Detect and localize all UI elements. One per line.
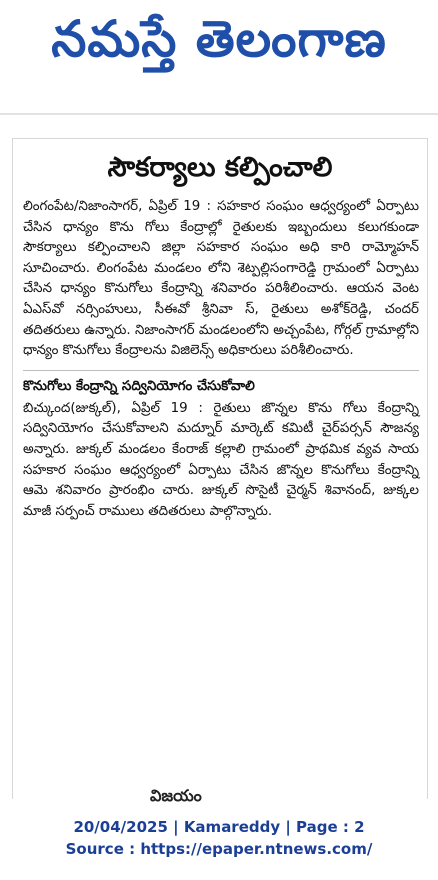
article-body	[23, 197, 419, 522]
masthead-divider	[0, 113, 438, 115]
footer	[0, 816, 438, 860]
footer-date-line: 20/04/2025 | Kamareddy | Page : 2	[73, 818, 365, 836]
article-subheading: కొనుగోలు కేంద్రాన్ని సద్వినియోగం చేసుకోవాలి	[23, 370, 419, 397]
article-paragraph: బిచ్కుంద(జుక్కల్), ఏప్రిల్ 19 : రైతులు జొన్నల కొను గోలు కేంద్రాన్ని సద్వినియోగం చేసుకోవాలని మద్నూర్ మార్కెట్ కమిటీ చైర్‌పర్సన్ సౌజన్య అన్నారు. జుక్కల్ మండలం కేంరాజ్ కల్లాలి గ్రామంలో ప్రాథమిక వ్యవ సాయ సహకార సంఘం ఆధ్వర్యంలో ఏర్పాటు చేసిన జొన్నల కొనుగోలు కేంద్రాన్ని ఆమె శనివారం ప్రారంభిం చారు. జుక్కల్ సొసైటీ చైర్మన్ శివానంద్, జుక్కల మాజీ సర్పంచ్ రాములు తదితరులు పాల్గొన్నారు.	[23, 400, 419, 519]
masthead	[0, 0, 438, 92]
article-paragraph: లింగంపేట/నిజాంసాగర్, ఏప్రిల్ 19 : సహకార సంఘం ఆధ్వర్యంలో ఏర్పాటు చేసిన ధాన్యం కొను గోలు కేంద్రాల్లో రైతులకు ఇబ్బందులు కలుగకుండా సౌకర్యాలు కల్పించాలని జిల్లా సహకార సంఘం అధి కారి రామ్మోహన్ సూచించారు. లింగంపేట మండలం లోని శెట్పల్లిసంగారెడ్డి గ్రామంలో ఏర్పాటు చేసిన ధాన్యం కొనుగోలు కేంద్రాన్ని శనివారం పరిశీలించారు. ఆయన వెంట ఏఎస్‌వో నర్సింహులు, సీఈవో శ్రీనివా స్, రైతులు అశోక్‌రెడ్డి, చందర్ తదితరులు ఉన్నారు. నిజాంసాగర్ మండలంలోని అచ్చంపేట, గోర్గల్ గ్రామాల్లోని ధాన్యం కొనుగోలు కేంద్రాలను విజిలెన్స్ అధికారులు పరిశీలించారు.	[23, 199, 419, 359]
cropped-next-headline: విజయం	[150, 786, 202, 805]
newspaper-title: నమస్తే తెలంగాణ	[51, 10, 387, 68]
article-headline: సౌకర్యాలు కల్పించాలి	[107, 152, 333, 183]
article-clipping	[12, 138, 428, 799]
footer-source-line: Source : https://epaper.ntnews.com/	[65, 840, 373, 858]
